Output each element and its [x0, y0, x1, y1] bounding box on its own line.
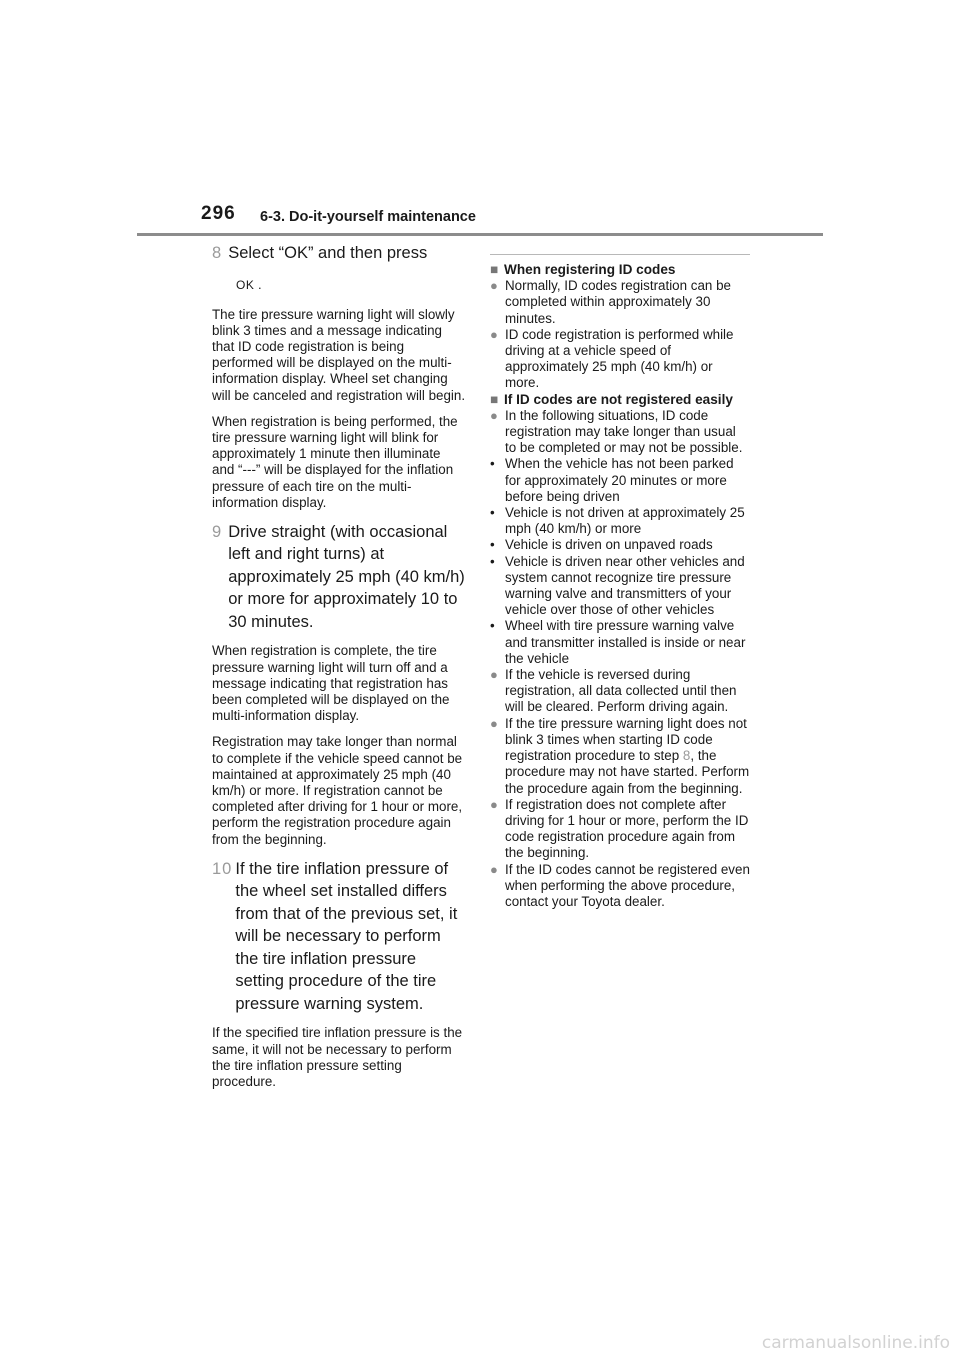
bullet-text: If the ID codes cannot be registered even when performing the above procedure, contact your Toyota dealer. [505, 861, 750, 909]
header-divider [137, 233, 823, 236]
bullet-text: If registration does not complete after driving for 1 hour or more, perform the ID code registration procedure again from the beginning. [505, 796, 749, 861]
square-bullet-icon: ■ [490, 391, 499, 407]
sub-bullet-text: Vehicle is driven near other vehicles and system cannot recognize tire pressure warning valve and transmitters of your vehicle over those of other vehicles [505, 553, 745, 618]
circle-bullet-icon: ● [490, 278, 498, 294]
circle-bullet-icon: ● [490, 326, 498, 342]
bullet-item [490, 716, 750, 797]
step-8 [212, 242, 466, 265]
circle-bullet-icon: ● [490, 407, 498, 423]
sub-bullet-item [490, 537, 750, 553]
square-bullet-icon: ■ [490, 262, 499, 277]
ok-key-line [236, 277, 466, 293]
bullet-text: Normally, ID codes registration can be completed within approximately 30 minutes. [505, 278, 731, 326]
step-reference: 8 [682, 748, 691, 764]
ok-key-icon: OK [236, 277, 255, 292]
sub-bullet-item [490, 505, 750, 537]
watermark-text: carmanualsonline.info [761, 1333, 950, 1353]
bullet-item [490, 408, 750, 457]
paragraph: If the specified tire inflation pressure is the same, it will not be necessary to perform the tire inflation pressure setting procedure. [212, 1025, 463, 1089]
step-10 [212, 858, 466, 1016]
dot-bullet-icon: • [490, 505, 495, 521]
step-text: Drive straight (with occasional left and right turns) at approximately 25 mph (40 km/h) or more for approximately 10 to 30 minutes. [228, 522, 465, 631]
bullet-item [490, 862, 750, 911]
heading-text: When registering ID codes [504, 262, 676, 277]
paragraph: When registration is complete, the tire pressure warning light will turn off and a message indicating that registration has been completed will be displayed on the multi-information display. [212, 643, 450, 724]
sub-bullet-item [490, 554, 750, 619]
step-number: 10 [212, 859, 233, 878]
dot-bullet-icon: • [490, 456, 495, 472]
bullet-text: ID code registration is performed while driving at a vehicle speed of approximately 25 mph (40 km/h) or more. [505, 326, 734, 391]
bullet-item [490, 278, 750, 327]
paragraph: The tire pressure warning light will slowly blink 3 times and a message indicating that ID code registration is being performed will be displayed on the multi-information display. Wheel set changing will be canceled and registration will begin. [212, 306, 466, 403]
bullet-item [490, 327, 750, 392]
section-title: 6-3. Do-it-yourself maintenance [260, 209, 476, 225]
ok-period: . [257, 276, 262, 292]
circle-bullet-icon: ● [490, 667, 498, 683]
bullet-text-part: If the tire pressure warning light does not blink 3 times when starting ID code registration procedure to step [505, 715, 747, 764]
bullet-text: If the vehicle is reversed during registration, all data collected until then will be cleared. Perform driving again. [505, 667, 737, 715]
left-column [212, 240, 466, 1090]
bullet-item [490, 667, 750, 716]
right-column [490, 240, 750, 910]
page-header [0, 0, 960, 240]
heading-not-registered-easily [490, 392, 750, 408]
sub-bullet-text: Vehicle is driven on unpaved roads [505, 537, 713, 553]
sub-bullet-text: When the vehicle has not been parked for approximately 20 minutes or more before being driven [505, 456, 734, 504]
page-number: 296 [201, 203, 236, 224]
section-divider [490, 254, 750, 255]
bullet-text [505, 716, 750, 797]
circle-bullet-icon: ● [490, 715, 498, 731]
bullet-item [490, 797, 750, 862]
step-9 [212, 521, 466, 634]
step-number: 9 [212, 522, 222, 541]
circle-bullet-icon: ● [490, 861, 498, 877]
step-text: If the tire inflation pressure of the wheel set installed differs from that of the previous set, it will be necessary to perform the tire inflation pressure setting procedure of the tire pressure warning system. [235, 859, 458, 1013]
step-text: Select “OK” and then press [228, 244, 428, 262]
dot-bullet-icon: • [490, 618, 495, 634]
heading-registering-id-codes [490, 262, 750, 278]
bullet-text: In the following situations, ID code registration may take longer than usual to be completed or may not be possible. [505, 407, 743, 456]
dot-bullet-icon: • [490, 553, 495, 569]
step-number: 8 [212, 244, 222, 262]
dot-bullet-icon: • [490, 537, 495, 553]
sub-bullet-text: Vehicle is not driven at approximately 25 mph (40 km/h) or more [505, 505, 745, 537]
sub-bullet-item [490, 618, 750, 667]
sub-bullet-text: Wheel with tire pressure warning valve and transmitter installed is inside or near the vehicle [505, 618, 746, 666]
bullet-text-part: , the procedure may not have started. Perform the procedure again from the beginning. [505, 748, 750, 796]
paragraph: When registration is being performed, the tire pressure warning light will blink for approximately 1 minute then illuminate and “---” will be displayed for the inflation pressure of each tire on the multi-information display. [212, 413, 458, 510]
circle-bullet-icon: ● [490, 796, 498, 812]
sub-bullet-item [490, 456, 750, 505]
heading-text: If ID codes are not registered easily [504, 391, 733, 407]
paragraph: Registration may take longer than normal to complete if the vehicle speed cannot be maintained at approximately 25 mph (40 km/h) or more. If registration cannot be completed after driving for 1 hour or more, perform the registration procedure again from the beginning. [212, 734, 463, 847]
